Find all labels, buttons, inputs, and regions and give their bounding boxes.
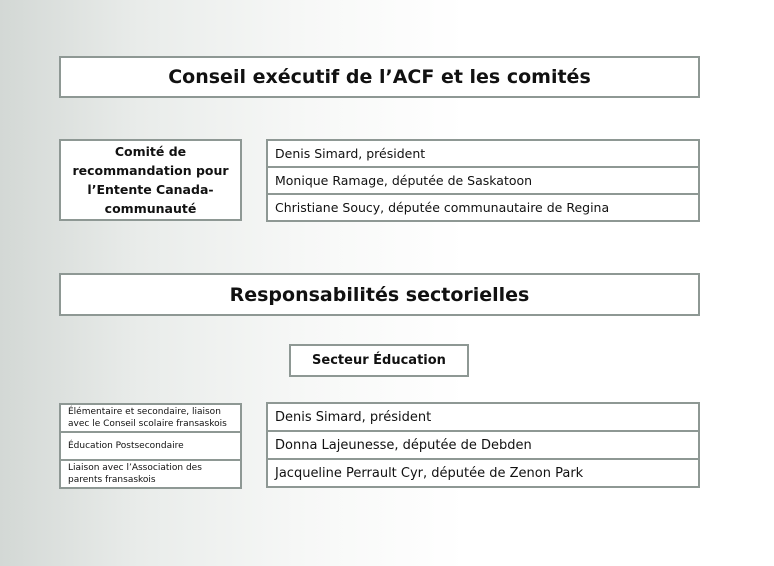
education-area-row: Élémentaire et secondaire, liaison avec le Conseil scolaire fransaskois [59, 403, 242, 433]
committee-member-row: Denis Simard, président [266, 139, 700, 168]
committee-member-row: Christiane Soucy, députée communautaire de Regina [266, 193, 700, 222]
education-area-row: Éducation Postsecondaire [59, 431, 242, 461]
committee-member-row: Monique Ramage, députée de Saskatoon [266, 166, 700, 195]
committee-name-box [59, 139, 242, 221]
sector-education-label: Secteur Éducation [289, 344, 469, 377]
education-member-row: Denis Simard, président [266, 402, 700, 432]
education-areas-list [59, 403, 242, 489]
education-members-list [266, 402, 700, 488]
education-member-row: Jacqueline Perrault Cyr, députée de Zenon Park [266, 458, 700, 488]
committee-members-list [266, 139, 700, 222]
committee-name: Comité de recommandation pour l’Entente Canada-communauté [72, 144, 229, 216]
education-area-row: Liaison avec l’Association des parents fransaskois [59, 459, 242, 489]
education-member-row: Donna Lajeunesse, députée de Debden [266, 430, 700, 460]
sectoral-responsibilities-title: Responsabilités sectorielles [59, 273, 700, 316]
executive-council-title: Conseil exécutif de l’ACF et les comités [59, 56, 700, 98]
